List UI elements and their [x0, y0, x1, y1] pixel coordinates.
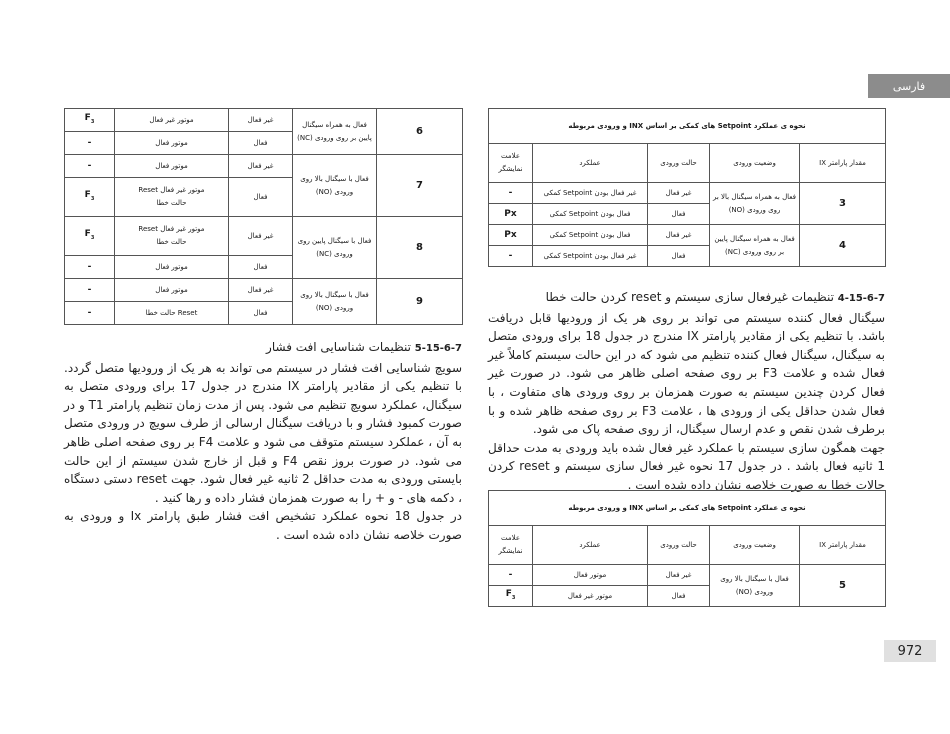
- header-function: عملکرد: [533, 144, 648, 183]
- input-state: فعال: [648, 586, 710, 607]
- input-state: غیر فعال: [648, 225, 710, 246]
- input-state: غیر فعال: [229, 155, 293, 178]
- function: فعال بودن Setpoint کمکی: [533, 225, 648, 246]
- indicator: -: [65, 279, 115, 302]
- indicator: $F_3$: [65, 178, 115, 217]
- input-state: فعال: [229, 256, 293, 279]
- input-state: غیر فعال: [229, 217, 293, 256]
- row-num: 8: [377, 217, 463, 279]
- row-num: 9: [377, 279, 463, 325]
- input-status: فعال با سیگنال بالا روی ورودی (NO): [710, 565, 800, 607]
- input-status: فعال با سیگنال پایین روی ورودی (NC): [293, 217, 377, 279]
- paragraph: در جدول 18 نحوه عملکرد تشخیص افت فشار طبق پارامتر Ix و ورودی به صورت خلاصه نشان داده شده است .: [64, 509, 463, 542]
- indicator: -: [65, 132, 115, 155]
- header-status: وضعیت ورودی: [710, 526, 800, 565]
- input-state: فعال: [229, 178, 293, 217]
- function: Reset حالت خطا: [115, 302, 229, 325]
- function: غیر فعال بودن Setpoint کمکی: [533, 183, 648, 204]
- function: غیر فعال بودن Setpoint کمکی: [533, 246, 648, 267]
- row-num: 5: [800, 565, 886, 607]
- paragraph: سیگنال فعال کننده سیستم می تواند بر روی هر یک از ورودیها قابل دریافت باشد. با تنظیم یکی از مقادیر پارامتر IX مندرج در جدول 18 برای ورودی متصل به سیگنال، سیگنال فعال کننده تنظیم می شود که در این حالت سیستم کاملاً غیر فعال شده و علامت F3 بر روی صفحه اصلی ظاهر می شود. در صورت غیر فعال کردن چندین سیستم به صورت همزمان بر روی ورودی های متفاوت ، با فعال شدن حداقل یکی از ورودی ها ، علامت F3 بر روی صفحه ظاهر شده و با برطرف شدن نقص و عدم ارسال سیگنال، از روی صفحه پاک می شود.: [488, 310, 886, 437]
- indicator: Px: [489, 204, 533, 225]
- function: موتور غیر فعال: [115, 109, 229, 132]
- indicator: -: [65, 256, 115, 279]
- indicator: Px: [489, 225, 533, 246]
- table-left: [64, 108, 463, 325]
- table-title: نحوه ی عملکرد Setpoint های کمکی بر اساس INX و ورودی مربوطه: [489, 491, 886, 526]
- header-ix: مقدار پارامتر IX: [800, 144, 886, 183]
- row-num: 6: [377, 109, 463, 155]
- input-state: غیر فعال: [229, 109, 293, 132]
- section-left: [64, 338, 462, 545]
- function: موتور غیر فعال: [533, 586, 648, 607]
- indicator: $F_3$: [65, 109, 115, 132]
- function: موتور غیر فعال Reset حالت خطا: [115, 178, 229, 217]
- section-right: [488, 288, 885, 495]
- header-indicator: علامت نمایشگر: [489, 144, 533, 183]
- indicator: $F_3$: [489, 586, 533, 607]
- paragraph: سویچ شناسایی افت فشار در سیستم می تواند به هر یک از ورودیها متصل گردد. با تنظیم یکی از مقادیر پارامتر IX مندرج در جدول 17 برای ورودی متصل به سیگنال، عملکرد سویچ تنظیم می شود. پس از مدت زمان تنظیم پارامتر T1 و در صورت کمبود فشار و با دریافت سیگنال ارسالی از طرف سویچ در ورودی متصل به آن ، عملکرد سیستم متوقف می شود و علامت F4 بر روی صفحه اصلی ظاهر می شود. در صورت بروز نقص F4 و قبل از خارج شدن سیستم از این حالت بایستی ورودی به مدت حداقل 2 ثانیه غیر فعال شود. جهت reset دستی دستگاه ، دکمه های - و + را به صورت همزمان فشار داده و رها کنید .: [64, 360, 463, 505]
- input-state: غیر فعال: [648, 183, 710, 204]
- input-state: غیر فعال: [229, 279, 293, 302]
- input-state: فعال: [229, 132, 293, 155]
- row-num: 3: [800, 183, 886, 225]
- input-status: فعال با سیگنال بالا روی ورودی (NO): [293, 279, 377, 325]
- function: فعال بودن Setpoint کمکی: [533, 204, 648, 225]
- table-right-top: [488, 108, 886, 267]
- input-status: فعال به همراه سیگنال پایین بر روی ورودی (NC): [710, 225, 800, 267]
- input-status: فعال با سیگنال بالا روی ورودی (NO): [293, 155, 377, 217]
- header-status: وضعیت ورودی: [710, 144, 800, 183]
- input-state: فعال: [648, 246, 710, 267]
- input-state: فعال: [229, 302, 293, 325]
- indicator: -: [489, 183, 533, 204]
- function: موتور فعال: [115, 132, 229, 155]
- page-number: 972: [884, 640, 936, 662]
- table-title: نحوه ی عملکرد Setpoint های کمکی بر اساس INX و ورودی مربوطه: [489, 109, 886, 144]
- function: موتور فعال: [115, 155, 229, 178]
- indicator: -: [65, 155, 115, 178]
- header-state: حالت ورودی: [648, 526, 710, 565]
- header-state: حالت ورودی: [648, 144, 710, 183]
- function: موتور فعال: [533, 565, 648, 586]
- indicator: $F_3$: [65, 217, 115, 256]
- language-tab[interactable]: فارسی: [868, 74, 950, 98]
- indicator: -: [489, 565, 533, 586]
- input-state: غیر فعال: [648, 565, 710, 586]
- input-status: فعال به همراه سیگنال بالا بر روی ورودی (NO): [710, 183, 800, 225]
- row-num: 4: [800, 225, 886, 267]
- function: موتور فعال: [115, 279, 229, 302]
- input-status: فعال به همراه سیگنال پایین بر روی ورودی (NC): [293, 109, 377, 155]
- function: موتور غیر فعال Reset حالت خطا: [115, 217, 229, 256]
- header-ix: مقدار پارامتر IX: [800, 526, 886, 565]
- table-right-bottom: [488, 490, 886, 607]
- header-function: عملکرد: [533, 526, 648, 565]
- section-heading: 4-15-6-7 تنظیمات غیرفعال سازی سیستم و reset کردن حالت خطا: [545, 290, 885, 304]
- paragraph: جهت همگون سازی سیستم با عملکرد غیر فعال شده باید ورودی به مدت حداقل 1 ثانیه فعال باشد . در جدول 17 نحوه غیر فعال سازی سیستم و reset کردن حالات خطا به صورت خلاصه نشان داده شده است .: [488, 440, 886, 492]
- header-indicator: علامت نمایشگر: [489, 526, 533, 565]
- function: موتور فعال: [115, 256, 229, 279]
- indicator: -: [65, 302, 115, 325]
- row-num: 7: [377, 155, 463, 217]
- input-state: فعال: [648, 204, 710, 225]
- indicator: -: [489, 246, 533, 267]
- section-heading: 5-15-6-7 تنظیمات شناسایی افت فشار: [266, 340, 462, 354]
